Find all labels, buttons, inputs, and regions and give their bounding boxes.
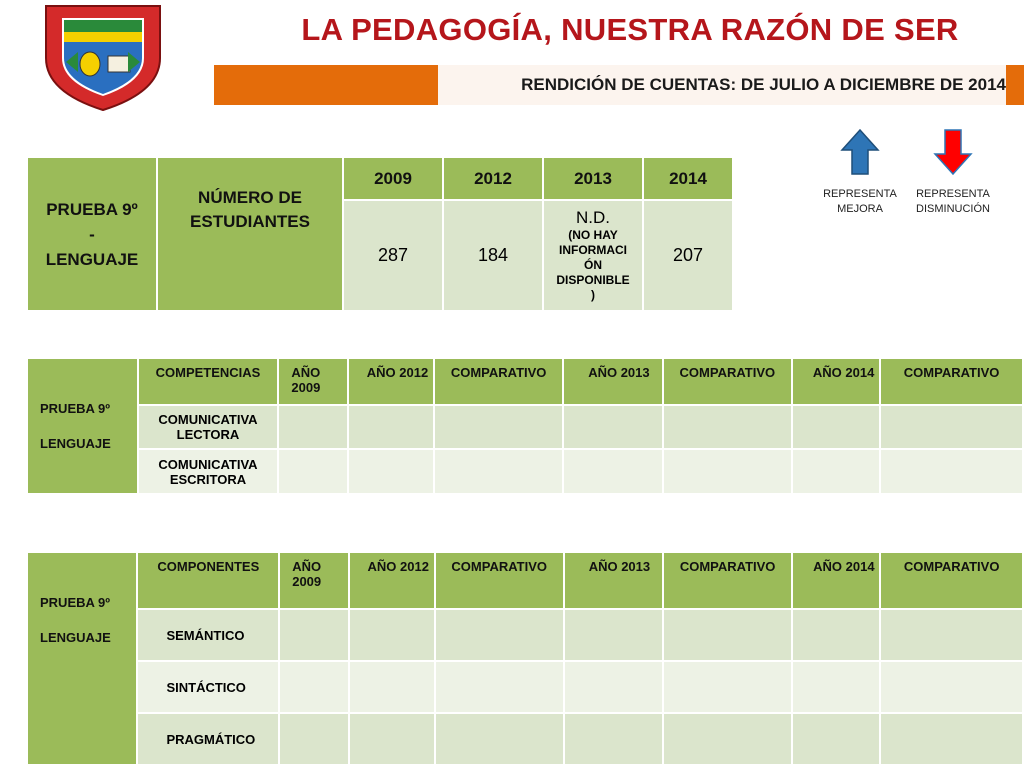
column-header: COMPARATIVO (881, 359, 1022, 404)
componentes-side-label (28, 553, 136, 764)
column-header: AÑO 2013 (564, 359, 662, 404)
data-cell (793, 450, 879, 493)
data-cell (436, 662, 563, 712)
student-count-value: 287 (344, 201, 442, 310)
data-cell (664, 450, 791, 493)
data-cell (565, 714, 662, 764)
data-cell (280, 714, 347, 764)
data-cell (881, 662, 1022, 712)
data-cell (350, 714, 434, 764)
competencia-row-label: COMUNICATIVA LECTORA (139, 406, 278, 449)
nd-note-2: INFORMACI (559, 243, 627, 258)
data-cell (793, 610, 879, 660)
column-header: AÑO 2013 (565, 553, 662, 608)
column-header: AÑO 2009 (279, 359, 346, 404)
nd-note-4: DISPONIBLE (556, 273, 630, 288)
legend-decrease-label-1: REPRESENTA (916, 188, 990, 200)
student-count-value: 184 (444, 201, 542, 310)
year-header: 2012 (444, 158, 542, 199)
column-header: COMPARATIVO (436, 553, 563, 608)
nd-value: N.D. (576, 208, 610, 228)
side-label-1: PRUEBA 9º (40, 401, 111, 416)
data-cell (279, 406, 346, 449)
arrow-down-icon (933, 128, 973, 176)
test-label-3: LENGUAJE (45, 249, 139, 269)
nd-note-1: (NO HAY (568, 228, 618, 243)
data-cell (350, 610, 434, 660)
column-header: AÑO 2012 (349, 359, 433, 404)
side-label-1: PRUEBA 9º (40, 595, 111, 610)
data-cell (435, 406, 562, 449)
test-label-1: PRUEBA 9º (46, 199, 138, 219)
data-cell (280, 610, 347, 660)
subtitle-banner (214, 65, 1024, 105)
column-header: AÑO 2012 (350, 553, 434, 608)
column-header: AÑO 2014 (793, 359, 879, 404)
side-label-2: LENGUAJE (40, 436, 111, 451)
nd-note-5: ) (591, 288, 595, 303)
data-cell (664, 406, 791, 449)
column-header: COMPARATIVO (881, 553, 1022, 608)
arrow-up-icon (840, 128, 880, 176)
school-crest-logo (40, 0, 166, 112)
legend-improvement-label-1: REPRESENTA (823, 188, 897, 200)
componente-row-label: PRAGMÁTICO (138, 714, 278, 764)
test-label-cell (28, 158, 156, 310)
column-header: AÑO 2009 (280, 553, 347, 608)
data-cell (565, 610, 662, 660)
data-cell (793, 406, 879, 449)
data-cell (279, 450, 346, 493)
data-cell (881, 610, 1022, 660)
competencia-row-label: COMUNICATIVA ESCRITORA (139, 450, 278, 493)
column-header: COMPETENCIAS (139, 359, 278, 404)
student-count-value-nd (544, 201, 642, 310)
page-title: LA PEDAGOGÍA, NUESTRA RAZÓN DE SER (301, 12, 959, 47)
column-header: COMPARATIVO (664, 553, 791, 608)
data-cell (435, 450, 562, 493)
data-cell (564, 406, 662, 449)
data-cell (664, 662, 791, 712)
count-label-2: ESTUDIANTES (190, 212, 310, 231)
legend-decrease (908, 128, 998, 217)
data-cell (349, 450, 433, 493)
data-cell (881, 450, 1022, 493)
componente-row-label: SINTÁCTICO (138, 662, 278, 712)
data-cell (664, 714, 791, 764)
data-cell (436, 714, 563, 764)
subtitle-text: RENDICIÓN DE CUENTAS: DE JULIO A DICIEMBRE DE 2014 (438, 65, 1006, 105)
test-label-2: - (89, 224, 95, 244)
competencias-side-label (28, 359, 137, 493)
column-header: COMPARATIVO (664, 359, 791, 404)
year-header: 2009 (344, 158, 442, 199)
side-label-2: LENGUAJE (40, 630, 111, 645)
student-count-label-cell (158, 158, 342, 310)
componentes-table (26, 551, 1024, 766)
year-header: 2014 (644, 158, 732, 199)
students-table (26, 156, 734, 312)
data-cell (881, 714, 1022, 764)
competencias-table (26, 357, 1024, 495)
year-header: 2013 (544, 158, 642, 199)
nd-note-3: ÓN (584, 258, 602, 273)
column-header: AÑO 2014 (793, 553, 879, 608)
column-header: COMPARATIVO (435, 359, 562, 404)
componente-row-label: SEMÁNTICO (138, 610, 278, 660)
column-header: COMPONENTES (138, 553, 278, 608)
data-cell (350, 662, 434, 712)
data-cell (793, 662, 879, 712)
data-cell (280, 662, 347, 712)
data-cell (436, 610, 563, 660)
data-cell (565, 662, 662, 712)
data-cell (881, 406, 1022, 449)
data-cell (349, 406, 433, 449)
data-cell (564, 450, 662, 493)
count-label-1: NÚMERO DE (198, 188, 302, 207)
data-cell (793, 714, 879, 764)
data-cell (664, 610, 791, 660)
legend-decrease-label-2: DISMINUCIÓN (916, 203, 990, 215)
student-count-value: 207 (644, 201, 732, 310)
legend-improvement (815, 128, 905, 217)
legend-improvement-label-2: MEJORA (837, 203, 883, 215)
